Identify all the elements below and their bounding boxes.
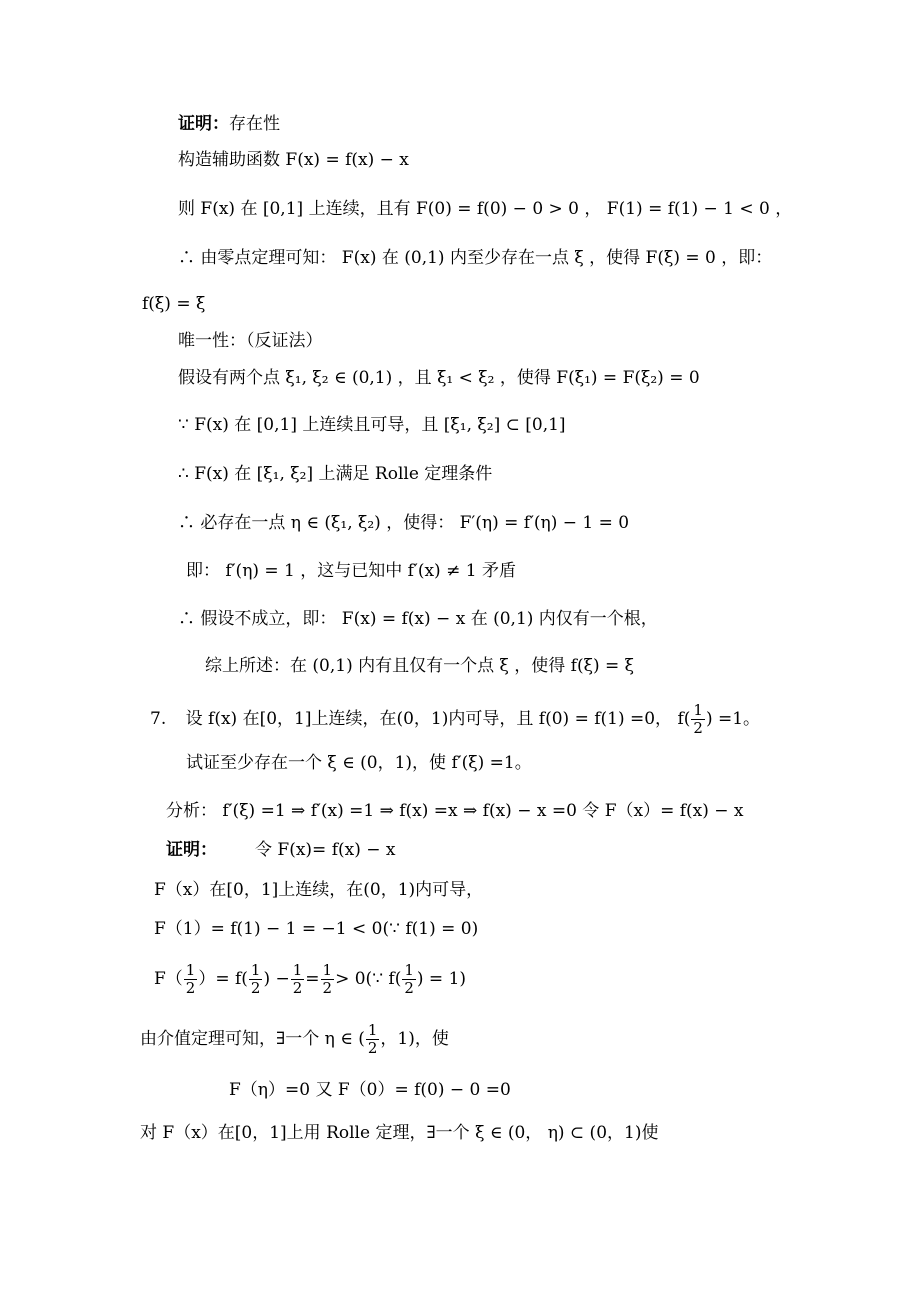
proof-2-define: 令 F(x)= f(x) − x <box>255 840 396 860</box>
fraction-denominator: 2 <box>250 979 261 997</box>
f-half-text-d: = <box>305 969 320 989</box>
fraction-denominator: 2 <box>292 979 303 997</box>
fraction-numerator: 1 <box>367 1021 378 1039</box>
f-eta-zero-line: F（η）=0 又 F（0）= f(0) − 0 =0 <box>229 1080 511 1100</box>
fraction-one-half <box>691 702 705 737</box>
fraction-one-half <box>291 962 305 997</box>
proof-heading <box>178 112 280 136</box>
continuity-2-line: F（x）在[0，1]上连续，在(0，1)内可导， <box>154 880 484 900</box>
proof-2-heading <box>166 838 395 862</box>
f-half-text-e: > 0(∵ f( <box>335 969 402 989</box>
fraction-denominator: 2 <box>185 979 196 997</box>
fraction-denominator: 2 <box>404 979 414 997</box>
continuity-line: 则 F(x) 在 [0,1] 上连续，且有 F(0) = f(0) − 0 > 0 ， F(1) = f(1) − 1 < 0 ， <box>178 199 793 219</box>
eta-exists-line: ∴ 必存在一点 η ∈ (ξ₁, ξ₂) ，使得： F′(η) = f′(η) − 1 = 0 <box>178 513 630 533</box>
proof-2-label: 证明： <box>166 840 217 860</box>
fraction-one-half <box>402 962 416 997</box>
fraction-one-half <box>321 962 335 997</box>
fraction-numerator: 1 <box>250 961 261 979</box>
fixed-point-line: f(ξ) = ξ <box>142 294 206 314</box>
existence-label: 存在性 <box>229 114 280 134</box>
fraction-numerator: 1 <box>693 701 703 719</box>
zero-theorem-line: ∴ 由零点定理可知： F(x) 在 (0,1) 内至少存在一点 ξ ，使得 F(ξ) = 0 ，即： <box>178 248 773 268</box>
analysis-line: 分析： f′(ξ) =1 ⇒ f′(x) =1 ⇒ f(x) =x ⇒ f(x) − x =0 令 F（x）= f(x) − x <box>166 801 744 821</box>
proof-label: 证明： <box>178 114 229 134</box>
fraction-numerator: 1 <box>322 961 333 979</box>
fraction-numerator: 1 <box>185 961 196 979</box>
f-half-text-f: ) = 1) <box>416 969 467 989</box>
f-half-text-c: ) − <box>263 969 290 989</box>
uniqueness-heading: 唯一性：（反证法） <box>178 331 323 351</box>
assume-two-points-line: 假设有两个点 ξ₁, ξ₂ ∈ (0,1) ，且 ξ₁ < ξ₂ ，使得 F(ξ₁) = F(ξ₂) = 0 <box>178 368 700 388</box>
f-half-text-a: F（ <box>154 969 183 989</box>
aux-function-line: 构造辅助函数 F(x) = f(x) − x <box>178 150 409 170</box>
fraction-denominator: 2 <box>322 979 333 997</box>
f-half-value-line <box>154 962 466 997</box>
ivt-text-b: ，1)，使 <box>380 1029 449 1049</box>
ivt-text-a: 由介值定理可知，∃一个 η ∈ ( <box>140 1029 365 1049</box>
rolle-application-line: 对 F（x）在[0，1]上用 Rolle 定理，∃一个 ξ ∈ (0， η) ⊂ (0，1)使 <box>140 1123 659 1143</box>
conclusion-line: 综上所述：在 (0,1) 内有且仅有一个点 ξ ，使得 f(ξ) = ξ <box>205 656 635 676</box>
fraction-denominator: 2 <box>367 1039 378 1057</box>
fraction-numerator: 1 <box>292 961 303 979</box>
fraction-denominator: 2 <box>693 719 703 737</box>
contradiction-line: 即： f′(η) = 1 ，这与已知中 f′(x) ≠ 1 矛盾 <box>186 561 516 581</box>
prove-statement-line: 试证至少存在一个 ξ ∈ (0，1)，使 f′(ξ) =1。 <box>186 753 532 773</box>
fraction-one-half <box>249 962 263 997</box>
fraction-one-half <box>366 1022 380 1057</box>
assumption-false-line: ∴ 假设不成立，即： F(x) = f(x) − x 在 (0,1) 内仅有一个根， <box>178 609 658 629</box>
f-one-value-line: F（1）= f(1) − 1 = −1 < 0(∵ f(1) = 0) <box>154 919 479 939</box>
ivt-line <box>140 1022 449 1057</box>
fraction-one-half <box>184 962 198 997</box>
f-half-text-b: ）= f( <box>198 969 248 989</box>
problem-number: 7. <box>150 709 167 729</box>
rolle-condition-line: ∴ F(x) 在 [ξ₁, ξ₂] 上满足 Rolle 定理条件 <box>178 464 493 484</box>
problem-7-text-a: 设 f(x) 在[0，1]上连续，在(0，1)内可导，且 f(0) = f(1) =0， f( <box>185 709 691 729</box>
fraction-numerator: 1 <box>404 961 414 979</box>
differentiable-line: ∵ F(x) 在 [0,1] 上连续且可导，且 [ξ₁, ξ₂] ⊂ [0,1] <box>178 415 566 435</box>
problem-7-line <box>150 702 760 737</box>
problem-7-text-b: ) =1。 <box>705 709 761 729</box>
